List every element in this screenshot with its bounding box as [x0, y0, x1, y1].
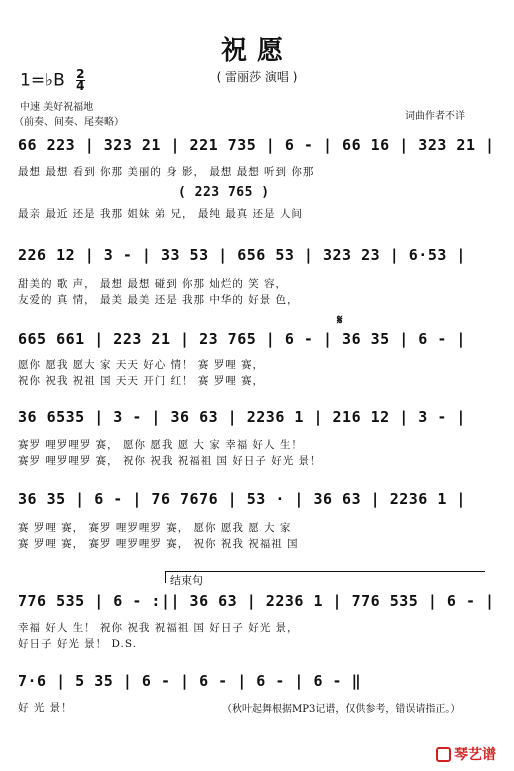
- singer-credit: ( 雷丽莎 演唱 ): [216, 70, 298, 84]
- lyrics-system-1-v1: 最想 最想 看到 你那 美丽的 身 影， 最想 最想 听到 你那: [18, 166, 315, 178]
- key-text: 1=♭B: [20, 70, 65, 91]
- segno-icon: 𝄋: [337, 313, 343, 328]
- notes-system-2: 226 12 | 3 - | 33 53 | 656 53 | 323 23 | 6·53 |: [18, 246, 466, 264]
- lyrics-system-7-v1: 好 光 景！: [18, 702, 73, 714]
- lyrics-system-6-v2: 好日子 好光 景！ D.S.: [18, 638, 138, 650]
- time-signature: [76, 69, 84, 92]
- lyrics-system-2-v1: 甜美的 歌 声， 最想 最想 碰到 你那 灿烂的 笑 容，: [18, 278, 288, 290]
- lyrics-system-4-v1: 赛罗 哩罗哩罗 赛， 愿你 愿我 愿 大 家 幸福 好人 生！: [18, 439, 303, 451]
- lyrics-system-3-v2: 祝你 祝我 祝祖 国 天天 开门 红！ 赛 罗哩 赛，: [18, 375, 265, 387]
- ending-bracket-line: [165, 571, 485, 572]
- ending-bracket-tick: [165, 571, 166, 583]
- time-sig-bottom: 4: [76, 79, 85, 93]
- lyrics-system-6-v1: 幸福 好人 生！ 祝你 祝我 祝福祖 国 好日子 好光 景，: [18, 622, 299, 634]
- lyrics-system-1-v2: 最亲 最近 还是 我那 姐妹 弟 兄， 最纯 最真 还是 人间: [18, 208, 303, 220]
- lyrics-system-4-v2: 赛罗 哩罗哩罗 赛， 祝你 祝我 祝福祖 国 好日子 好光 景！: [18, 455, 322, 467]
- lyrics-system-5-v2: 赛 罗哩 赛， 赛罗 哩罗哩罗 赛， 祝你 祝我 祝福祖 国: [18, 538, 299, 550]
- lyrics-system-5-v1: 赛 罗哩 赛， 赛罗 哩罗哩罗 赛， 愿你 愿我 愿 大 家: [18, 522, 292, 534]
- ending-label: 结束句: [170, 574, 203, 587]
- inline-phrase: ( 223 765 ): [178, 185, 270, 200]
- notes-system-6: 776 535 | 6 - :|| 36 63 | 2236 1 | 776 535 | 6 - |: [18, 592, 495, 610]
- footer-note: （秋叶起舞根据MP3记谱，仅供参考，错误请指正。）: [222, 704, 461, 715]
- page-title: 祝愿: [220, 36, 293, 66]
- credits: 词曲作者不详: [405, 111, 465, 122]
- notes-system-1: 66 223 | 323 21 | 221 735 | 6 - | 66 16 | 323 21 |: [18, 136, 495, 154]
- tempo-expression: 中速 美好祝福地: [20, 102, 94, 113]
- arrangement-note: （前奏、间奏、尾奏略）: [14, 117, 124, 128]
- notes-system-3: 665 661 | 223 21 | 23 765 | 6 - | 36 35 | 6 - |: [18, 330, 466, 348]
- time-sig-top: 2: [76, 67, 85, 81]
- notes-system-5: 36 35 | 6 - | 76 7676 | 53 · | 36 63 | 2236 1 |: [18, 490, 466, 508]
- site-logo: [436, 744, 496, 764]
- logo-text: 琴艺谱: [454, 747, 496, 763]
- key-signature: [20, 69, 85, 92]
- logo-icon: [436, 747, 451, 762]
- lyrics-system-2-v2: 友爱的 真 情， 最美 最美 还是 我那 中华的 好景 色，: [18, 294, 299, 306]
- notes-system-4: 36 6535 | 3 - | 36 63 | 2236 1 | 216 12 | 3 - |: [18, 408, 466, 426]
- notes-system-7: 7·6 | 5 35 | 6 - | 6 - | 6 - | 6 - ‖: [18, 672, 362, 690]
- lyrics-system-3-v1: 愿你 愿我 愿大 家 天天 好心 情！ 赛 罗哩 赛，: [18, 359, 265, 371]
